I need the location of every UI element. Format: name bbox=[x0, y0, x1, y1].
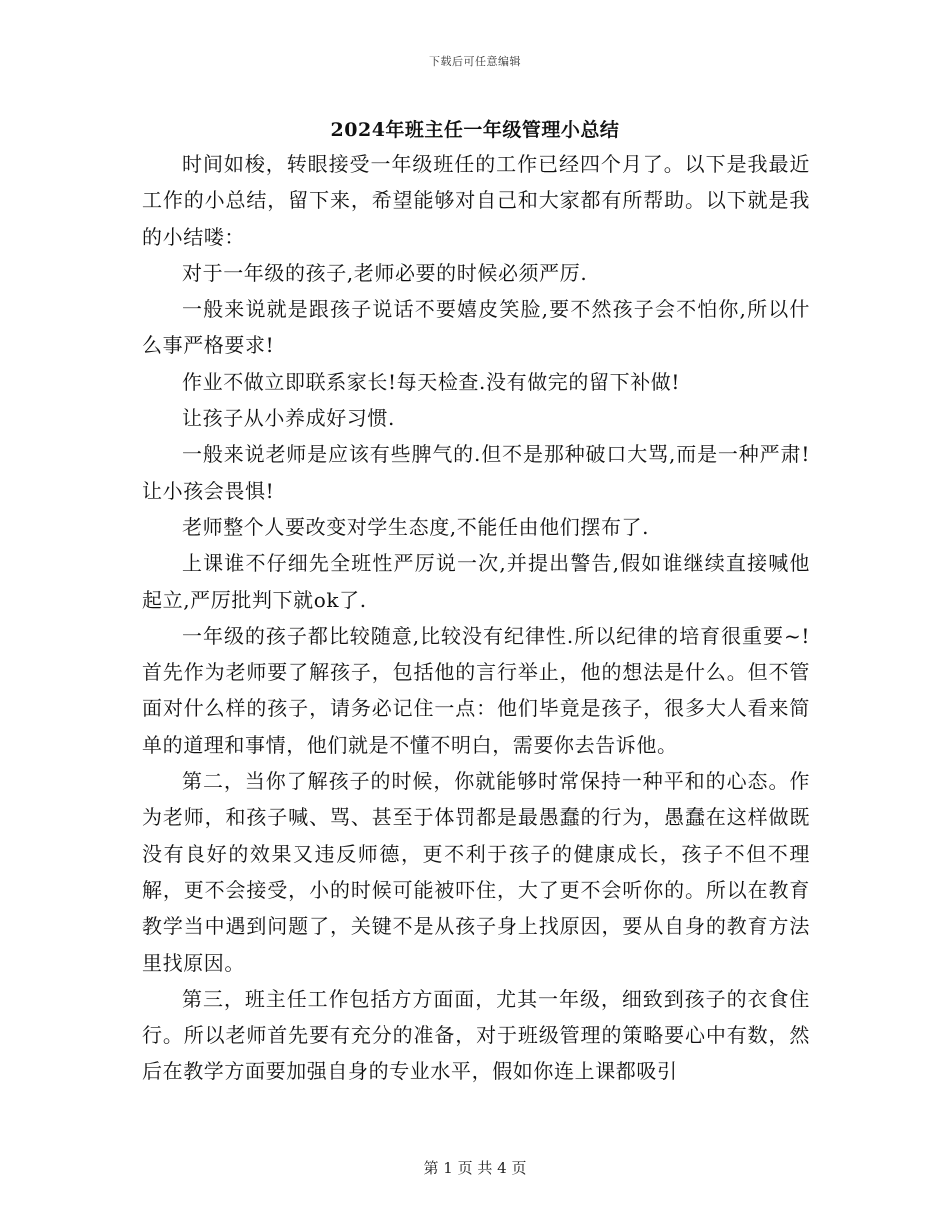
page-number: 第 1 页 共 4 页 bbox=[423, 1159, 527, 1177]
paragraph: 老师整个人要改变对学生态度,不能任由他们摆布了. bbox=[182, 514, 650, 539]
paragraph: 第三，班主任工作包括方方面面，尤其一年级，细致到孩子的衣食住行。所以老师首先要有充分的准备，对于班级管理的策略要心中有数，然后在教学方面要加强自身的专业水平，假如你连上课都吸引 bbox=[142, 986, 810, 1084]
paragraph: 上课谁不仔细先全班性严厉说一次,并提出警告,假如谁继续直接喊他起立,严厉批判下就ok了. bbox=[142, 551, 810, 612]
paragraph: 第二，当你了解孩子的时候，你就能够时常保持一种平和的心态。作为老师，和孩子喊、骂、甚至于体罚都是最愚蠢的行为，愚蠢在这样做既没有良好的效果又违反师德，更不利于孩子的健康成长，孩子不但不理解，更不会接受，小的时候可能被吓住，大了更不会听你的。所以在教育教学当中遇到问题了，关键不是从孩子身上找原因，要从自身的教育方法里找原因。 bbox=[142, 769, 810, 975]
paragraph: 作业不做立即联系家长!每天检查.没有做完的留下补做! bbox=[182, 369, 681, 394]
paragraph: 让孩子从小养成好习惯. bbox=[182, 406, 395, 431]
paragraph: 一般来说老师是应该有些脾气的.但不是那种破口大骂,而是一种严肃!让小孩会畏惧! bbox=[142, 442, 810, 503]
paragraph: 一般来说就是跟孩子说话不要嬉皮笑脸,要不然孩子会不怕你,所以什么事严格要求! bbox=[142, 297, 810, 358]
document-body bbox=[142, 146, 810, 1090]
paragraph: 一年级的孩子都比较随意,比较没有纪律性.所以纪律的培育很重要~!首先作为老师要了解孩子，包括他的言行举止，他的想法是什么。但不管面对什么样的孩子，请务必记住一点：他们毕竟是孩子，很多大人看来简单的道理和事情，他们就是不懂不明白，需要你去告诉他。 bbox=[142, 623, 810, 757]
document-title: 2024年班主任一年级管理小总结 bbox=[330, 119, 620, 141]
paragraph: 对于一年级的孩子,老师必要的时候必须严厉. bbox=[182, 260, 588, 285]
paragraph: 时间如梭，转眼接受一年级班任的工作已经四个月了。以下是我最近工作的小总结，留下来，希望能够对自己和大家都有所帮助。以下就是我的小结喽： bbox=[142, 152, 810, 249]
page-header-note: 下载后可任意编辑 bbox=[429, 55, 521, 68]
